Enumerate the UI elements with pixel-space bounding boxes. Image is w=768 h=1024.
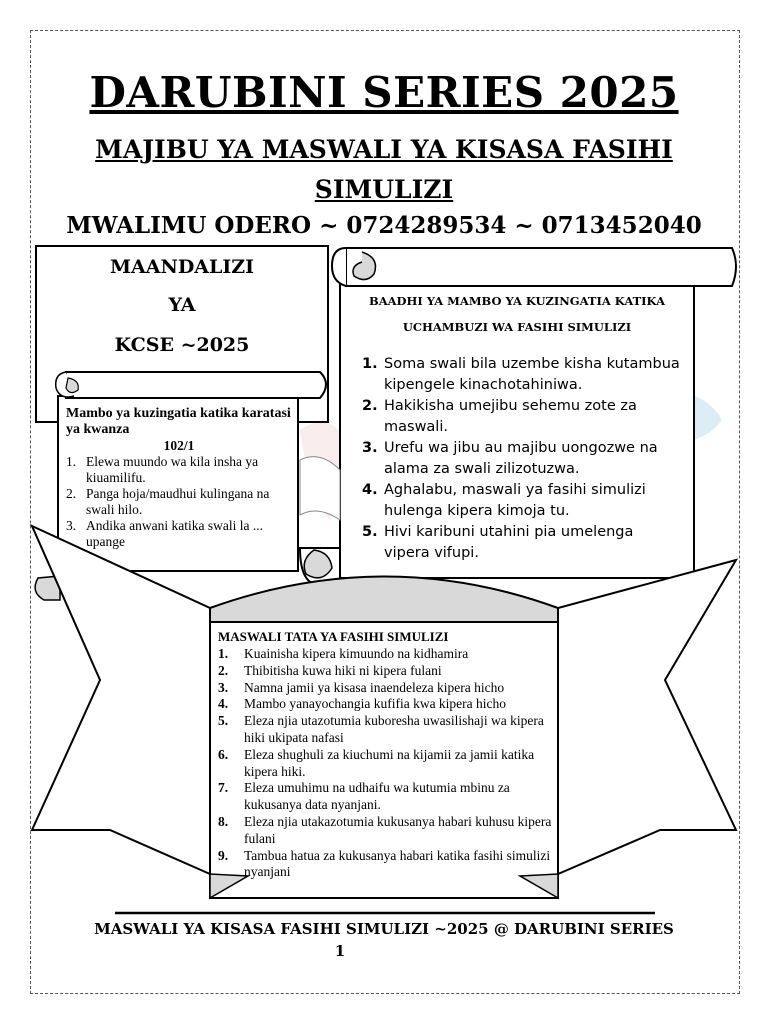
list-item: 6. Eleza shughuli za kiuchumi na kijamii za jamii katika kipera hiki. <box>218 746 535 779</box>
list-item: 9. Tambua hatua za kukusanya habari katika fasihi simulizi nyanjani <box>218 847 551 880</box>
paper-one-list <box>66 454 292 550</box>
page-subtitle: MAJIBU YA MASWALI YA KISASA FASIHI SIMULIZI <box>95 135 673 204</box>
page-number: 1 <box>334 942 346 960</box>
kcse-line-2: YA <box>168 294 196 316</box>
list-item: 4. Mambo yanayochangia kufifia kwa kipera hicho <box>218 696 507 712</box>
footer-text: MASWALI YA KISASA FASIHI SIMULIZI ~2025 @ DARUBINI SERIES <box>94 920 674 938</box>
contact-line: MWALIMU ODERO ~ 0724289534 ~ 0713452040 <box>66 212 702 239</box>
kcse-line-3: KCSE ~2025 <box>114 334 250 356</box>
paper-code: 102/1 <box>163 438 195 453</box>
list-item: 1. Elewa muundo wa kila insha ya kiuamilifu. <box>66 454 259 485</box>
tips-list <box>362 354 680 564</box>
list-item: 7. Eleza umuhimu na udhaifu wa kutumia mbinu za kukusanya data nyanjani. <box>218 780 510 813</box>
paper-one-scroll <box>66 406 292 566</box>
page-title: DARUBINI SERIES 2025 <box>89 68 679 117</box>
list-item: 2. Hakikisha umejibu sehemu zote za maswali. <box>362 398 637 435</box>
list-item: 8. Eleza njia utakazotumia kukusanya habari kuhusu kipera fulani <box>218 813 552 846</box>
tips-heading-1: BAADHI YA MAMBO YA KUZINGATIA KATIKA <box>368 294 665 308</box>
list-item: 4. Aghalabu, maswali ya fasihi simulizi hulenga kipera kimoja tu. <box>362 482 646 519</box>
list-item: 2. Thibitisha kuwa hiki ni kipera fulani <box>218 662 442 678</box>
list-item: 3. Namna jamii ya kisasa inaendeleza kipera hicho <box>218 679 505 695</box>
tough-questions <box>218 628 554 881</box>
paper-one-heading: Mambo ya kuzingatia katika karatasi ya kwanza <box>66 406 291 437</box>
tips-heading-2: UCHAMBUZI WA FASIHI SIMULIZI <box>402 320 632 334</box>
kcse-line-1: MAANDALIZI <box>109 256 255 278</box>
list-item: 3. Andika anwani katika swali la ... upange <box>66 518 263 549</box>
list-item: 2. Panga hoja/maudhui kulingana na swali hilo. <box>66 486 270 517</box>
list-item: 5. Hivi karibuni utahini pia umelenga vipera vifupi. <box>362 524 634 561</box>
tough-questions-list <box>218 646 554 881</box>
tough-questions-heading: MASWALI TATA YA FASIHI SIMULIZI <box>218 629 449 644</box>
kcse-box <box>36 246 328 422</box>
list-item: 5. Eleza njia utazotumia kuboresha uwasilishaji wa kipera hiki ukipata nafasi <box>218 713 544 745</box>
list-item: 3. Urefu wa jibu au majibu uongozwe na alama za swali zilizotuzwa. <box>362 440 658 477</box>
list-item: 1. Kuainisha kipera kimuundo na kidhamira <box>218 646 469 661</box>
list-item: 1. Soma swali bila uzembe kisha kutambua kipengele kinachotahiniwa. <box>362 356 680 393</box>
